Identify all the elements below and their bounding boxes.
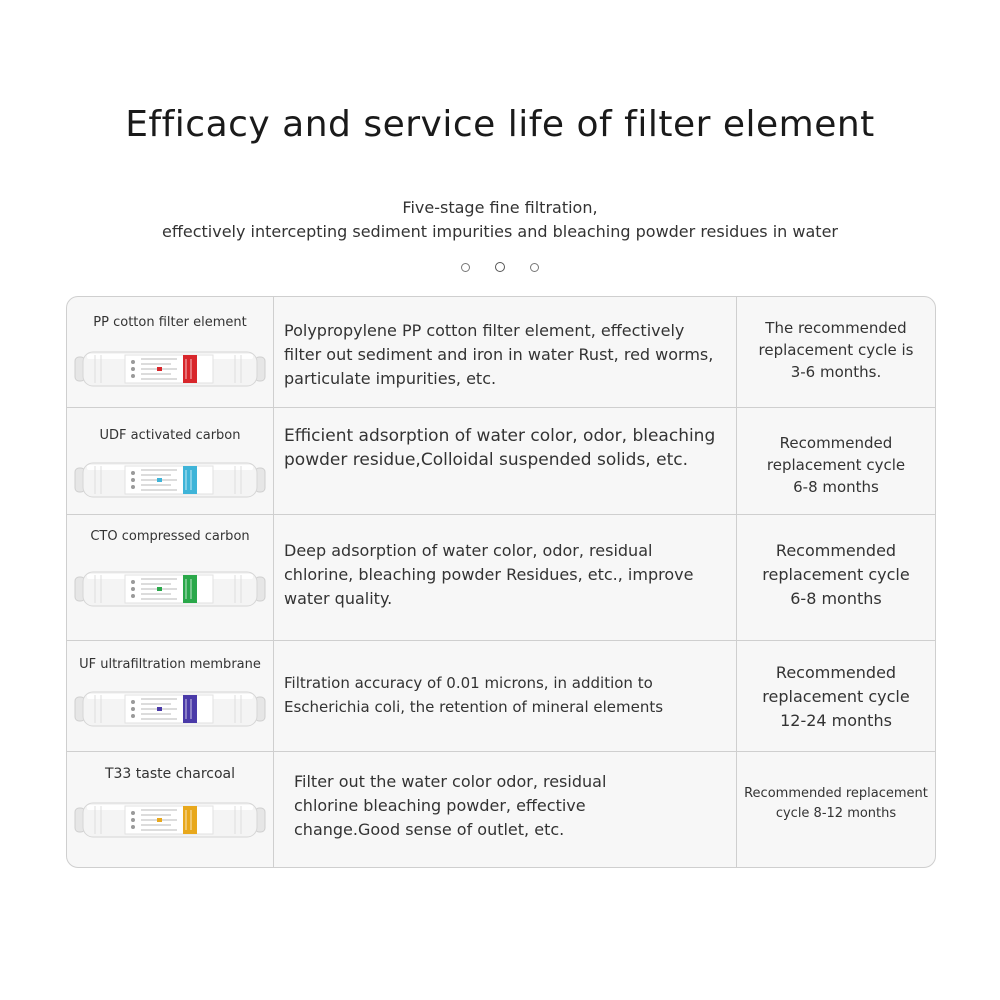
table-row	[67, 408, 935, 515]
filter-description: Filter out the water color odor, residual chlorine bleaching powder, effective change.Good sense of outlet, etc.	[294, 772, 607, 839]
filter-description: Deep adsorption of water color, odor, residual chlorine, bleaching powder Residues, etc., improve water quality.	[284, 541, 694, 608]
filter-name-cell	[67, 408, 274, 514]
subtitle-line-2: effectively intercepting sediment impurities and bleaching powder residues in water	[162, 222, 838, 241]
filter-name-cell	[67, 515, 274, 640]
filter-name: CTO compressed carbon	[90, 529, 250, 544]
replacement-cycle: Recommended replacement cycle 12-24 months	[762, 663, 910, 730]
filter-name-cell	[67, 641, 274, 751]
replacement-cycle: The recommended replacement cycle is 3-6 months.	[758, 319, 914, 381]
cycle-cell	[737, 641, 935, 751]
filter-table	[66, 296, 936, 868]
filter-name: PP cotton filter element	[93, 315, 247, 330]
pagination-dots	[0, 257, 1000, 276]
description-cell	[274, 515, 737, 640]
cycle-cell	[737, 408, 935, 514]
replacement-cycle: Recommended replacement cycle 6-8 months	[762, 541, 910, 608]
replacement-cycle: Recommended replacement cycle 8-12 months	[744, 786, 928, 821]
filter-name: UDF activated carbon	[99, 428, 241, 443]
filter-description: Filtration accuracy of 0.01 microns, in addition to Escherichia coli, the retention of mineral elements	[284, 674, 664, 716]
table-row	[67, 515, 935, 641]
filter-cartridge-blue-icon	[73, 460, 267, 500]
filter-description: Polypropylene PP cotton filter element, effectively filter out sediment and iron in water Rust, red worms, particulate impurities, etc.	[284, 321, 714, 388]
filter-description: Efficient adsorption of water color, odor, bleaching powder residue,Colloidal suspended solids, etc.	[284, 426, 716, 470]
cycle-cell	[737, 515, 935, 640]
filter-cartridge-green-icon	[73, 569, 267, 609]
filter-cartridge-purple-icon	[73, 689, 267, 729]
filter-cartridge-yellow-icon	[73, 800, 267, 840]
replacement-cycle: Recommended replacement cycle 6-8 months	[766, 434, 906, 496]
table-row	[67, 641, 935, 752]
description-cell	[274, 408, 737, 514]
cycle-cell	[737, 752, 935, 867]
table-row	[67, 752, 935, 867]
table-row	[67, 297, 935, 408]
dot-3	[530, 263, 539, 272]
page-title: Efficacy and service life of filter element	[125, 104, 875, 145]
cycle-cell	[737, 297, 935, 407]
filter-name-cell	[67, 752, 274, 867]
description-cell	[274, 752, 737, 867]
subtitle-line-1: Five-stage fine filtration,	[402, 198, 598, 217]
description-cell	[274, 641, 737, 751]
description-cell	[274, 297, 737, 407]
filter-name: UF ultrafiltration membrane	[79, 657, 261, 672]
dot-1	[461, 263, 470, 272]
filter-name: T33 taste charcoal	[104, 766, 236, 782]
filter-name-cell	[67, 297, 274, 407]
dot-2	[495, 262, 505, 272]
filter-cartridge-red-icon	[73, 349, 267, 389]
